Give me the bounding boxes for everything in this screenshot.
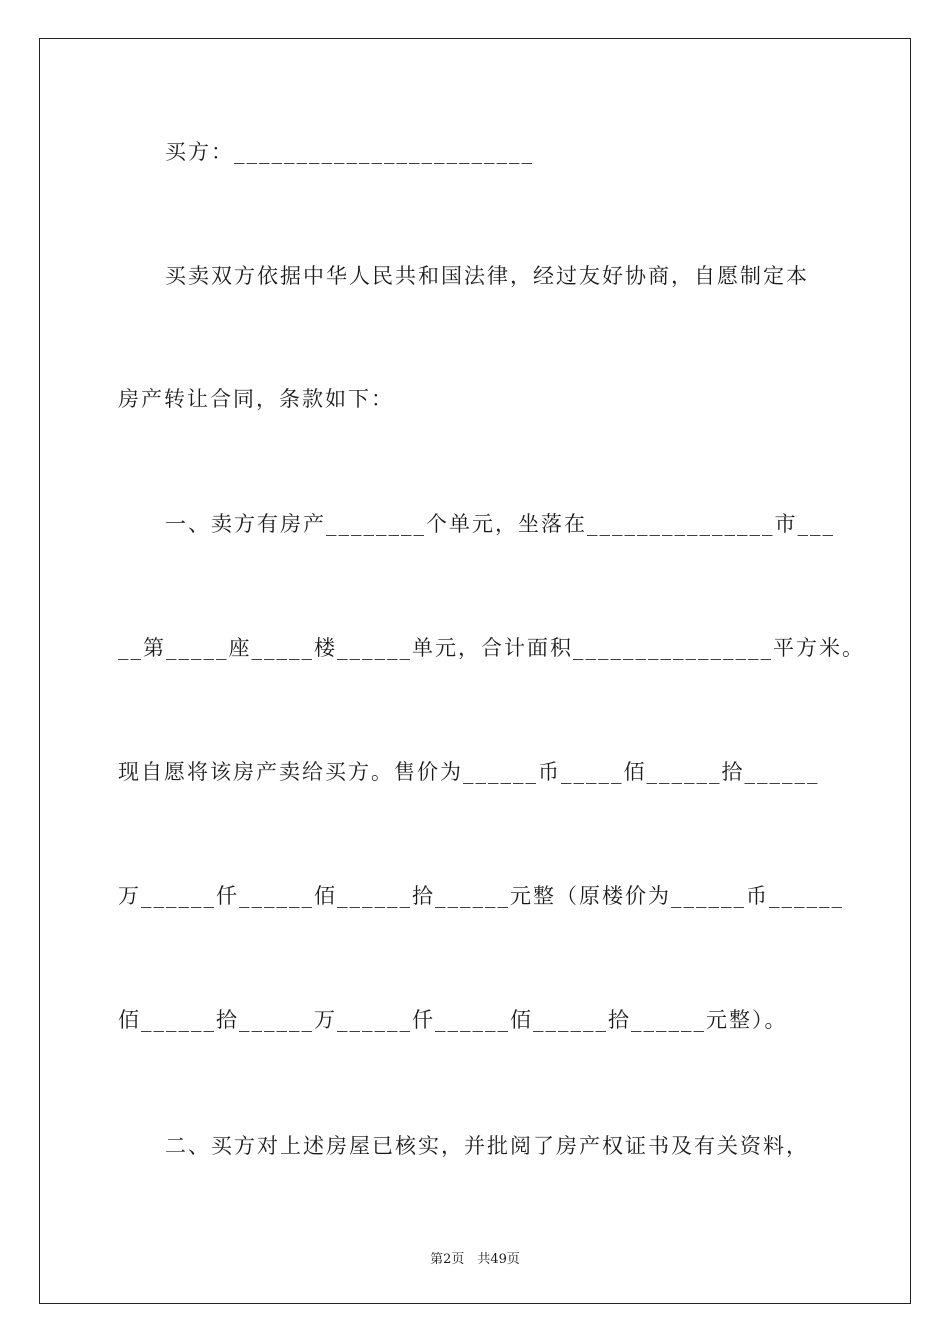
clause-one-line-1: 一、卖方有房产________个单元，坐落在_______________市___	[165, 512, 835, 536]
buyer-line: 买方：________________________	[165, 140, 534, 164]
page-border	[39, 38, 911, 1304]
clause-one-line-3: 现自愿将该房产卖给买方。售价为______币_____佰______拾______	[118, 760, 820, 784]
paragraph-intro-cont: 房产转让合同，条款如下：	[118, 387, 394, 411]
clause-one-line-4: 万______仟______佰______拾______元整（原楼价为______币______	[118, 884, 844, 908]
clause-one-line-5: 佰______拾______万______仟______佰______拾______元整）。	[118, 1008, 788, 1032]
page-footer: 第2页 共49页	[430, 1252, 520, 1267]
clause-one-line-2: __第_____座_____楼______单元，合计面积________________平方米。	[118, 636, 865, 660]
paragraph-intro: 买卖双方依据中华人民共和国法律，经过友好协商，自愿制定本	[165, 264, 809, 288]
clause-two-line-1: 二、买方对上述房屋已核实，并批阅了房产权证书及有关资料，	[165, 1134, 809, 1158]
